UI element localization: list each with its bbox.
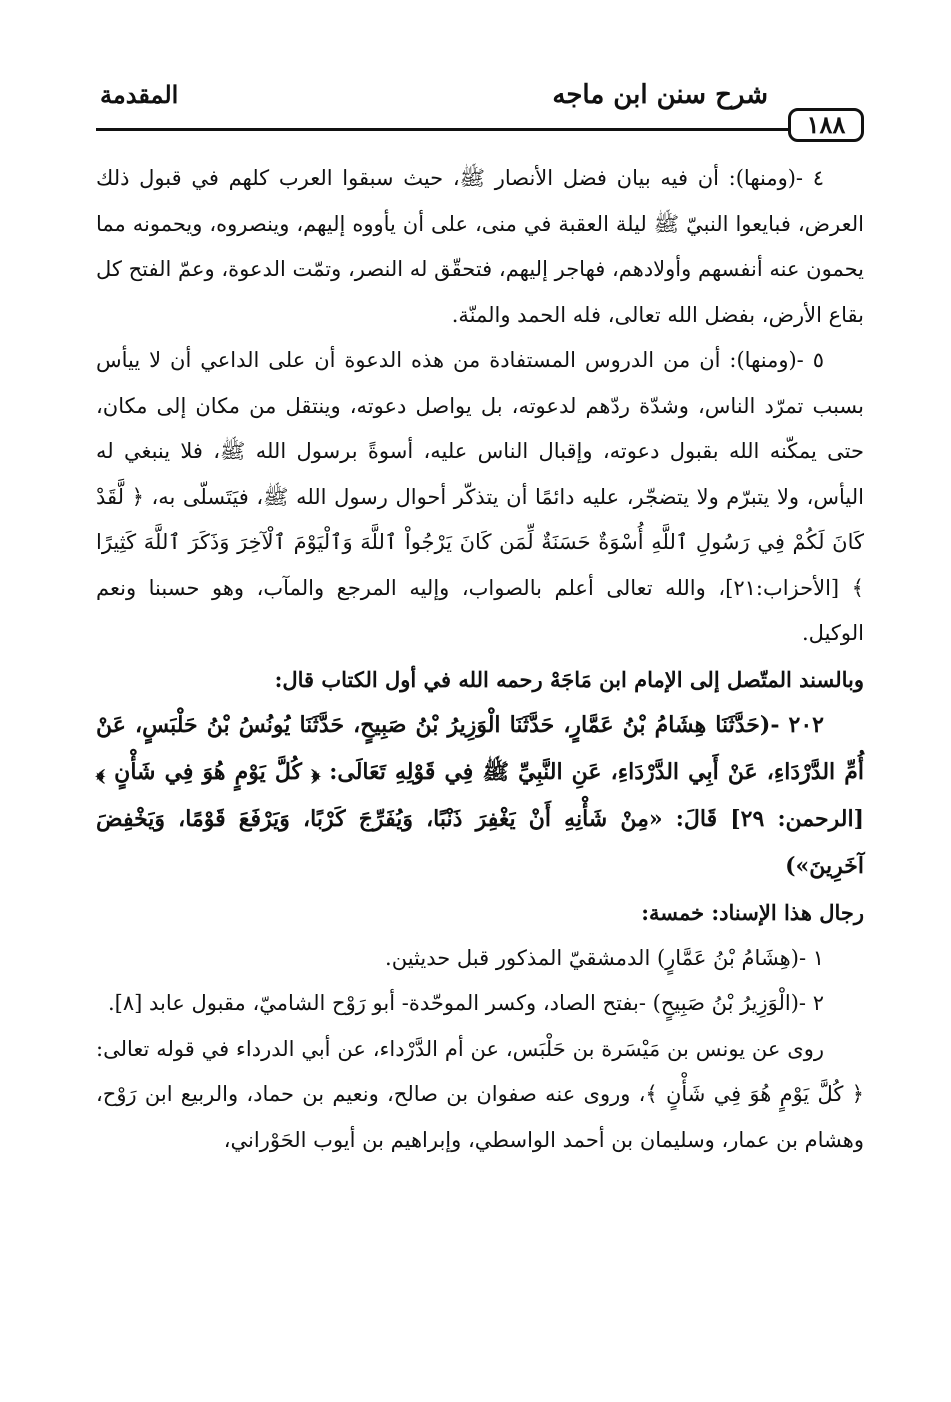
narrator-2-details: روى عن يونس بن مَيْسَرة بن حَلْبَس، عن أم الدَّرْداء، عن أبي الدرداء في قوله تعالى: ﴿ كُلَّ يَوْمٍ هُوَ فِي شَأْنٍ ﴾، وروى عنه صفوان بن صالح، ونعيم بن حماد، والربيع ابن رَوْح، وهشام بن عمار، وسليمان بن أحمد الواسطي، وإبراهيم بن أيوب الحَوْراني، — [96, 1036, 864, 1152]
narrators-heading: رجال هذا الإسناد: خمسة: — [641, 900, 864, 925]
page-header — [96, 78, 864, 144]
hadith-202: ٢٠٢ -(حَدَّثَنَا هِشَامُ بْنُ عَمَّارٍ، حَدَّثَنَا الْوَزِيرُ بْنُ صَبِيحٍ، حَدَّثَنَا يُونُسُ بْنُ حَلْبَسٍ، عَنْ أُمِّ الدَّرْدَاءِ، عَنْ أَبِي الدَّرْدَاءِ، عَنِ النَّبِيِّ ﷺ فِي قَوْلِهِ تَعَالَى: ﴿ كُلَّ يَوْمٍ هُوَ فِي شَأْنٍ ﴾ [الرحمن: ٢٩] قَالَ: «مِنْ شَأْنِهِ أَنْ يَغْفِرَ ذَنْبًا، وَيُفَرِّجَ كَرْبًا، وَيَرْفَعَ قَوْمًا، وَيَخْفِضَ آخَرِينَ») — [96, 712, 864, 879]
chain-heading: وبالسند المتّصل إلى الإمام ابن مَاجَهْ رحمه الله في أول الكتاب قال: — [274, 666, 864, 692]
section-title: المقدمة — [100, 80, 179, 109]
narrator-1: ١ -(هِشَامُ بْنُ عَمَّارٍ) الدمشقيّ المذكور قبل حديثين. — [385, 945, 824, 970]
page-number: ١٨٨ — [788, 108, 864, 142]
narrator-2: ٢ -(الْوَزِيرُ بْنُ صَبِيحٍ) -بفتح الصاد، وكسر الموحّدة- أبو رَوْح الشاميّ، مقبول عابد [٨]. — [107, 991, 824, 1015]
header-rule — [96, 128, 788, 131]
page-body — [96, 156, 864, 1163]
paragraph-point-4: ٤ -(ومنها): أن فيه بيان فضل الأنصار ﷺ، حيث سبقوا العرب كلهم في قبول ذلك العرض، فبايعوا النبيّ ﷺ ليلة العقبة في منى، على أن يأووه إليهم، وينصروه، ويحمونه مما يحمون عنه أنفسهم وأولادهم، فهاجر إليهم، فتحقّق له النصر، وتمّت الدعوة، وعمّ الفتح كل بقاع الأرض، بفضل الله تعالى، فله الحمد والمنّة. — [96, 166, 864, 327]
paragraph-point-5: ٥ -(ومنها): أن من الدروس المستفادة من هذه الدعوة أن على الداعي أن لا ييأس بسبب تمرّد الناس، وشدّة ردّهم لدعوته، بل يواصل دعوته، وينتقل من مكان إلى مكان، حتى يمكّنه الله بقبول دعوته، وإقبال الناس عليه، أسوةً برسول الله ﷺ، فلا ينبغي له اليأس، ولا يتبرّم ولا يتضجّر، عليه دائمًا أن يتذكّر أحوال رسول الله ﷺ، فيَتَسلّى به، ﴿ لَّقَدْ كَانَ لَكُمْ فِي رَسُولِ ٱللَّهِ أُسْوَةٌ حَسَنَةٌ لِّمَن كَانَ يَرْجُواْ ٱللَّهَ وَٱلْيَوْمَ ٱلْآخِرَ وَذَكَرَ ٱللَّهَ كَثِيرًا ﴾ [الأحزاب:٢١]، والله تعالى أعلم بالصواب، وإليه المرجع والمآب، وهو حسبنا ونعم الوكيل. — [96, 348, 864, 645]
book-title: شرح سنن ابن ماجه — [552, 80, 768, 110]
